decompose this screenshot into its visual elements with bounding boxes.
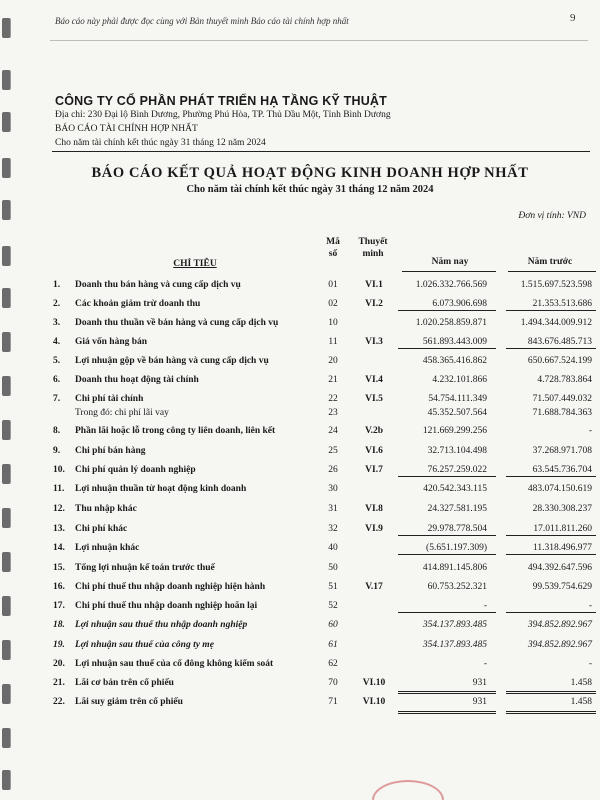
row-label: Chi phí thuế thu nhập doanh nghiệp hiện hành: [75, 582, 266, 592]
row-code: 22: [328, 394, 338, 404]
row-code: 60: [328, 620, 338, 630]
row-previous-year: 99.539.754.629: [532, 582, 592, 592]
column-header-underline-previous: [508, 271, 596, 272]
row-label: Tổng lợi nhuận kế toán trước thuế: [75, 563, 215, 573]
row-number: 7.: [53, 394, 61, 404]
row-current-year: 1.020.258.859.871: [415, 318, 487, 328]
row-number: 22.: [53, 697, 65, 707]
row-previous-year: 11.318.496.977: [532, 543, 592, 553]
row-current-year: 420.542.343.115: [423, 484, 487, 494]
report-period: Cho năm tài chính kết thúc ngày 31 tháng 12 năm 2024: [55, 138, 266, 148]
row-number: 6.: [53, 375, 61, 385]
row-previous-year: 4.728.783.864: [537, 375, 592, 385]
row-label: Doanh thu bán hàng và cung cấp dịch vụ: [75, 280, 241, 290]
row-previous-year: 71.688.784.363: [532, 408, 592, 418]
table-row: [0, 502, 600, 516]
table-row: [0, 392, 600, 406]
row-current-year: 76.257.259.022: [427, 465, 487, 475]
row-label: Lợi nhuận khác: [75, 543, 140, 553]
table-row: [0, 444, 600, 458]
report-title: BÁO CÁO KẾT QUẢ HOẠT ĐỘNG KINH DOANH HỢP NHẤT: [91, 165, 529, 181]
row-number: 21.: [53, 678, 65, 688]
table-row: [0, 618, 600, 632]
row-code: 11: [328, 337, 338, 347]
row-current-year: 121.669.299.256: [422, 426, 487, 436]
row-previous-year: 1.458: [570, 697, 592, 707]
row-label: Chi phí bán hàng: [75, 446, 146, 456]
column-header-current-year: Năm nay: [431, 257, 469, 267]
row-note: VI.8: [365, 504, 383, 514]
row-label: Phần lãi hoặc lỗ trong công ty liên doanh, liên kết: [75, 426, 276, 436]
table-row: [0, 599, 600, 613]
row-current-year: -: [483, 659, 487, 669]
row-note: VI.6: [365, 446, 383, 456]
row-label: Lợi nhuận thuần từ hoạt động kinh doanh: [75, 484, 247, 494]
header-divider: [50, 40, 588, 41]
row-label: Các khoản giảm trừ doanh thu: [75, 299, 201, 309]
row-current-year: 24.327.581.195: [427, 504, 487, 514]
subtotal-rule: [506, 348, 596, 349]
row-code: 50: [328, 563, 338, 573]
total-rule: [398, 713, 496, 714]
row-previous-year: 843.676.485.713: [527, 337, 592, 347]
row-number: 14.: [53, 543, 65, 553]
row-label: Chi phí thuế thu nhập doanh nghiệp hoãn lại: [75, 601, 258, 611]
row-current-year: 45.352.507.564: [427, 408, 487, 418]
row-note: V.2b: [364, 426, 384, 436]
row-previous-year: 71.507.449.032: [532, 394, 592, 404]
row-note: VI.9: [365, 524, 383, 534]
row-label: Lợi nhuận sau thuế thu nhập doanh nghiệp: [75, 620, 248, 630]
subtotal-rule: [398, 612, 496, 613]
row-number: 2.: [53, 299, 61, 309]
row-number: 20.: [53, 659, 65, 669]
row-current-year: 54.754.111.349: [428, 394, 487, 404]
row-number: 16.: [53, 582, 65, 592]
subtotal-rule: [398, 476, 496, 477]
row-code: 32: [328, 524, 338, 534]
row-label: Chi phí khác: [75, 524, 128, 534]
total-rule: [506, 713, 596, 714]
row-number: 18.: [53, 620, 65, 630]
subtotal-rule: [506, 535, 596, 536]
row-number: 11.: [53, 484, 65, 494]
row-number: 4.: [53, 337, 61, 347]
row-code: 70: [328, 678, 338, 688]
column-header-previous-year: Năm trước: [527, 257, 573, 267]
table-row: [0, 463, 600, 477]
row-label: Lãi suy giảm trên cổ phiếu: [75, 697, 183, 707]
row-code: 62: [328, 659, 338, 669]
column-header-note-line2: minh: [362, 249, 384, 259]
total-rule: [506, 693, 596, 694]
row-code: 01: [328, 280, 338, 290]
row-previous-year: 394.852.892.967: [527, 620, 592, 630]
total-rule: [398, 711, 496, 712]
row-code: 20: [328, 356, 338, 366]
row-previous-year: 1.458: [570, 678, 592, 688]
subtotal-rule: [506, 554, 596, 555]
row-previous-year: 37.268.971.708: [532, 446, 592, 456]
table-row: [0, 373, 600, 387]
row-note: VI.4: [365, 375, 383, 385]
company-name: CÔNG TY CỔ PHẦN PHÁT TRIỂN HẠ TẦNG KỸ THUẬT: [55, 94, 387, 108]
row-current-year: 32.713.104.498: [427, 446, 487, 456]
row-previous-year: 1.515.697.523.598: [520, 280, 592, 290]
subtotal-rule: [398, 310, 496, 311]
subtotal-rule: [506, 310, 596, 311]
row-code: 31: [328, 504, 338, 514]
row-current-year: 458.365.416.862: [422, 356, 487, 366]
row-note: VI.10: [362, 678, 386, 688]
row-current-year: 561.893.443.009: [422, 337, 487, 347]
table-row: [0, 638, 600, 652]
row-current-year: 60.753.252.321: [427, 582, 487, 592]
subtotal-rule: [398, 348, 496, 349]
row-code: 26: [328, 465, 338, 475]
column-header-code: [318, 236, 348, 260]
row-note: VI.10: [362, 697, 386, 707]
row-previous-year: 483.074.150.619: [527, 484, 592, 494]
total-rule: [398, 693, 496, 694]
row-current-year: 931: [472, 678, 487, 688]
column-header-note-line1: Thuyết: [358, 237, 388, 247]
row-number: 3.: [53, 318, 61, 328]
table-row: [0, 580, 600, 594]
total-rule: [506, 691, 596, 692]
row-code: 71: [328, 697, 338, 707]
row-number: 8.: [53, 426, 61, 436]
total-rule: [506, 711, 596, 712]
row-label: Lãi cơ bản trên cổ phiếu: [75, 678, 174, 688]
row-previous-year: 494.392.647.596: [527, 563, 592, 573]
row-previous-year: 21.353.513.686: [532, 299, 592, 309]
subtotal-rule: [398, 535, 496, 536]
row-previous-year: -: [588, 659, 592, 669]
page-number: 9: [570, 12, 576, 24]
row-current-year: 414.891.145.806: [422, 563, 487, 573]
row-number: 19.: [53, 640, 65, 650]
row-number: 13.: [53, 524, 65, 534]
row-code: 23: [328, 408, 338, 418]
row-label: Chi phí tài chính: [75, 394, 144, 404]
column-header-code-line2: số: [328, 249, 338, 259]
table-row: [0, 482, 600, 496]
row-current-year: -: [483, 601, 487, 611]
row-note: V.17: [365, 582, 383, 592]
row-previous-year: 1.494.344.009.912: [520, 318, 592, 328]
row-code: 51: [328, 582, 338, 592]
company-address: Địa chỉ: 230 Đại lộ Bình Dương, Phường Phú Hòa, TP. Thủ Dầu Một, Tỉnh Bình Dương: [55, 110, 391, 120]
row-previous-year: 650.667.524.199: [527, 356, 592, 366]
table-row: [0, 406, 600, 420]
table-row: [0, 695, 600, 709]
company-seal: [372, 780, 444, 800]
row-current-year: (5.651.197.309): [426, 543, 487, 553]
row-label: Doanh thu hoạt động tài chính: [75, 375, 199, 385]
row-current-year: 29.978.778.504: [427, 524, 487, 534]
row-label: Giá vốn hàng bán: [75, 337, 148, 347]
heading-divider: [52, 151, 590, 152]
row-number: 15.: [53, 563, 65, 573]
row-number: 9.: [53, 446, 61, 456]
row-current-year: 354.137.893.485: [422, 620, 487, 630]
row-label: Lợi nhuận gộp về bán hàng và cung cấp dịch vụ: [75, 356, 269, 366]
table-row: [0, 522, 600, 536]
report-name: BÁO CÁO TÀI CHÍNH HỢP NHẤT: [55, 124, 198, 134]
subtotal-rule: [506, 612, 596, 613]
row-previous-year: -: [588, 601, 592, 611]
table-row: [0, 561, 600, 575]
header-note: Báo cáo này phải được đọc cùng với Bản thuyết minh Báo cáo tài chính hợp nhất: [55, 16, 349, 26]
table-row: [0, 657, 600, 671]
row-previous-year: 28.330.308.237: [532, 504, 592, 514]
row-label: Doanh thu thuần về bán hàng và cung cấp dịch vụ: [75, 318, 279, 328]
row-current-year: 6.073.906.698: [432, 299, 487, 309]
row-code: 21: [328, 375, 338, 385]
table-row: [0, 297, 600, 311]
currency-unit: Đơn vị tính: VND: [518, 211, 586, 221]
table-row: [0, 424, 600, 438]
column-header-underline-current: [402, 271, 496, 272]
row-code: 52: [328, 601, 338, 611]
row-previous-year: 63.545.736.704: [532, 465, 592, 475]
row-number: 17.: [53, 601, 65, 611]
row-note: VI.7: [365, 465, 383, 475]
row-current-year: 4.232.101.866: [432, 375, 487, 385]
row-number: 5.: [53, 356, 61, 366]
row-current-year: 931: [472, 697, 487, 707]
table-row: [0, 335, 600, 349]
subtotal-rule: [398, 554, 496, 555]
table-row: [0, 541, 600, 555]
row-note: VI.3: [365, 337, 383, 347]
table-row: [0, 354, 600, 368]
row-note: VI.5: [365, 394, 383, 404]
row-previous-year: 394.852.892.967: [527, 640, 592, 650]
row-current-year: 1.026.332.766.569: [415, 280, 487, 290]
row-label: Lợi nhuận sau thuế của cổ đông không kiểm soát: [75, 659, 274, 669]
report-subtitle: Cho năm tài chính kết thúc ngày 31 tháng 12 năm 2024: [186, 184, 434, 195]
row-number: 12.: [53, 504, 65, 514]
row-code: 10: [328, 318, 338, 328]
row-label: Thu nhập khác: [75, 504, 137, 514]
column-header-code-line1: Mã: [326, 237, 340, 247]
row-code: 02: [328, 299, 338, 309]
row-number: 1.: [53, 280, 61, 290]
subtotal-rule: [506, 476, 596, 477]
row-note: VI.2: [365, 299, 383, 309]
table-row: [0, 676, 600, 690]
row-note: VI.1: [365, 280, 383, 290]
row-code: 61: [328, 640, 338, 650]
row-previous-year: 17.011.811.260: [533, 524, 592, 534]
row-label: Trong đó: chi phí lãi vay: [75, 408, 169, 418]
row-label: Lợi nhuận sau thuế của công ty mẹ: [75, 640, 214, 650]
total-rule: [398, 691, 496, 692]
row-code: 30: [328, 484, 338, 494]
column-header-note: [350, 236, 396, 260]
table-row: [0, 278, 600, 292]
column-header-item: CHỈ TIÊU: [173, 259, 217, 269]
row-number: 10.: [53, 465, 65, 475]
row-code: 25: [328, 446, 338, 456]
row-label: Chi phí quản lý doanh nghiệp: [75, 465, 196, 475]
row-current-year: 354.137.893.485: [422, 640, 487, 650]
row-previous-year: -: [588, 426, 592, 436]
row-code: 40: [328, 543, 338, 553]
row-code: 24: [328, 426, 338, 436]
table-row: [0, 316, 600, 330]
